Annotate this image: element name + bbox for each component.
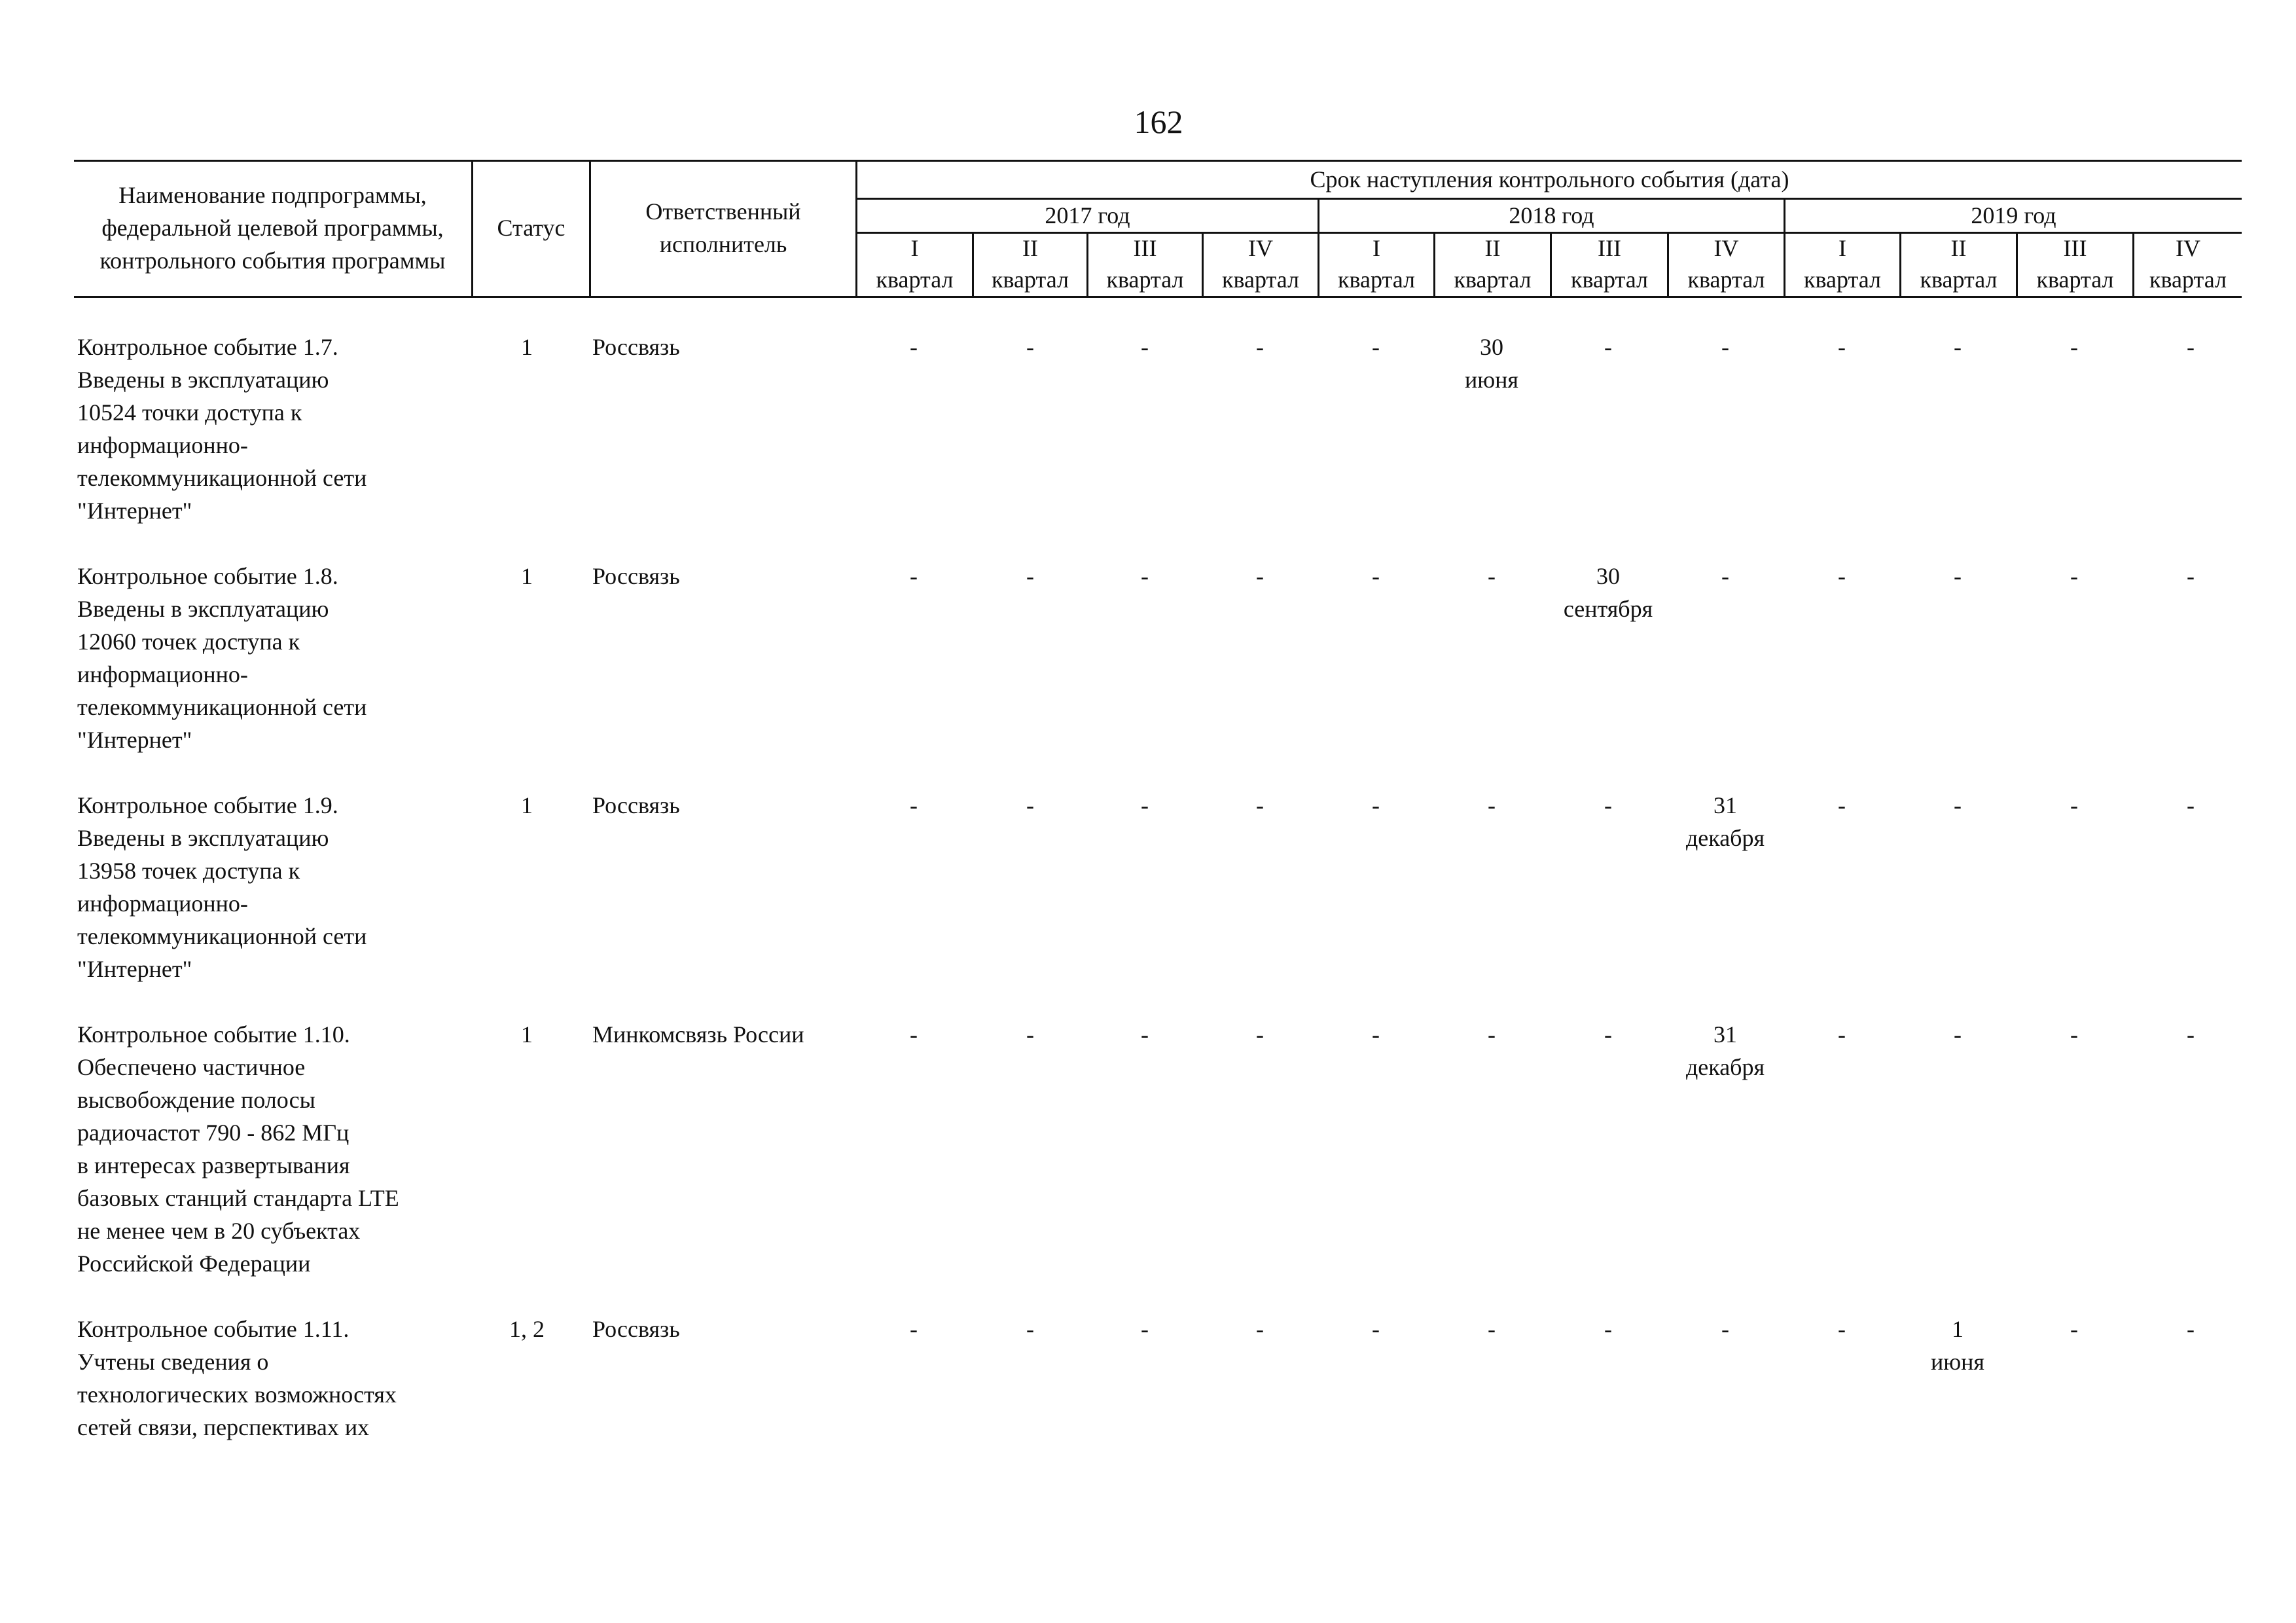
header-year-2018: 2018 год <box>1509 202 1594 228</box>
quarter-cell: - <box>1256 1021 1264 1048</box>
quarter-cell: - <box>1954 792 1962 818</box>
event-status: 1 <box>521 563 533 589</box>
header-status-col: Статус <box>497 215 565 241</box>
quarter-cell: 30 сентября <box>1563 563 1653 622</box>
event-status: 1 <box>521 792 533 818</box>
quarter-cell: - <box>1256 792 1264 818</box>
page-number: 162 <box>1134 103 1183 140</box>
quarter-number: I <box>910 235 919 261</box>
quarter-number: III <box>1598 235 1621 261</box>
quarter-label: квартал <box>1571 266 1648 293</box>
quarter-cell: - <box>2187 563 2195 589</box>
event-executor: Россвязь <box>592 1316 680 1342</box>
quarter-cell: - <box>1372 792 1380 818</box>
event-name: Контрольное событие 1.8. Введены в эксплуатацию 12060 точек доступа к информационно- телекоммуникационной сети "Интернет" <box>77 563 367 753</box>
quarter-cell: - <box>1838 1021 1846 1048</box>
quarter-cell: - <box>1026 334 1034 360</box>
header-name-col: Наименование подпрограммы, федеральной целевой программы, контрольного события программы <box>99 182 446 274</box>
quarter-cell: - <box>2070 334 2078 360</box>
quarter-number: I <box>1372 235 1380 261</box>
event-status: 1 <box>521 1021 533 1048</box>
quarter-cell: - <box>2070 563 2078 589</box>
quarter-label: квартал <box>1454 266 1532 293</box>
quarter-number: II <box>1950 235 1967 261</box>
quarter-label: квартал <box>1804 266 1881 293</box>
quarter-cell: - <box>1721 1316 1729 1342</box>
quarter-cell: - <box>1954 1021 1962 1048</box>
quarter-cell: - <box>1372 1021 1380 1048</box>
quarter-cell: - <box>1721 563 1729 589</box>
event-name: Контрольное событие 1.11. Учтены сведения о технологических возможностях сетей связи, перспективах их <box>77 1316 397 1440</box>
quarter-cell: - <box>1256 334 1264 360</box>
quarter-cell: - <box>1604 1021 1612 1048</box>
quarter-cell: - <box>1026 792 1034 818</box>
quarter-cell: 31 декабря <box>1685 1021 1765 1080</box>
quarter-number: III <box>1133 235 1157 261</box>
quarter-cell: - <box>2187 1021 2195 1048</box>
quarter-cell: - <box>1256 1316 1264 1342</box>
quarter-cell: - <box>1488 792 1496 818</box>
event-executor: Минкомсвязь России <box>592 1021 804 1048</box>
quarter-cell: - <box>910 1021 918 1048</box>
quarter-cell: - <box>2187 1316 2195 1342</box>
quarter-cell: - <box>1256 563 1264 589</box>
quarter-number: II <box>1484 235 1501 261</box>
quarter-cell: 30 июня <box>1465 334 1518 393</box>
quarter-label: квартал <box>2149 266 2227 293</box>
quarter-label: квартал <box>1687 266 1765 293</box>
header-year-2017: 2017 год <box>1045 202 1130 228</box>
quarter-cell: - <box>910 334 918 360</box>
quarter-cell: - <box>1838 792 1846 818</box>
quarter-number: II <box>1022 235 1038 261</box>
quarter-cell: - <box>1954 563 1962 589</box>
quarter-cell: - <box>2187 334 2195 360</box>
quarter-label: квартал <box>876 266 954 293</box>
quarter-cell: - <box>1026 1316 1034 1342</box>
quarter-cell: - <box>1141 1316 1149 1342</box>
quarter-cell: - <box>1604 334 1612 360</box>
quarter-number: IV <box>1248 235 1273 261</box>
quarter-cell: - <box>1372 1316 1380 1342</box>
quarter-cell: - <box>910 792 918 818</box>
quarter-cell: - <box>1604 1316 1612 1342</box>
quarter-cell: - <box>910 563 918 589</box>
quarter-cell: - <box>1488 1021 1496 1048</box>
quarter-cell: - <box>1141 1021 1149 1048</box>
quarter-label: квартал <box>1106 266 1184 293</box>
quarter-label: квартал <box>1222 266 1299 293</box>
quarter-cell: - <box>1372 563 1380 589</box>
quarter-cell: - <box>1488 1316 1496 1342</box>
quarter-label: квартал <box>1920 266 1998 293</box>
quarter-cell: 1 июня <box>1931 1316 1984 1375</box>
event-executor: Россвязь <box>592 334 680 360</box>
quarter-cell: - <box>1141 792 1149 818</box>
event-status: 1, 2 <box>509 1316 545 1342</box>
quarter-cell: - <box>1141 334 1149 360</box>
quarter-cell: - <box>1838 563 1846 589</box>
quarter-cell: - <box>1838 334 1846 360</box>
header-term-col: Срок наступления контрольного события (дата) <box>1310 166 1789 192</box>
event-status: 1 <box>521 334 533 360</box>
quarter-label: квартал <box>2036 266 2114 293</box>
quarter-cell: - <box>1372 334 1380 360</box>
quarter-number: I <box>1839 235 1846 261</box>
event-name: Контрольное событие 1.7. Введены в эксплуатацию 10524 точки доступа к информационно- телекоммуникационной сети "Интернет" <box>77 334 367 524</box>
quarter-cell: - <box>2070 1021 2078 1048</box>
quarter-cell: - <box>2070 1316 2078 1342</box>
quarter-cell: - <box>1838 1316 1846 1342</box>
quarter-cell: - <box>1488 563 1496 589</box>
header-executor-col: Ответственный исполнитель <box>645 198 801 257</box>
quarter-number: IV <box>2176 235 2200 261</box>
quarter-label: квартал <box>992 266 1069 293</box>
event-name: Контрольное событие 1.10. Обеспечено частичное высвобождение полосы радиочастот 790 - 862 МГц в интересах развертывания базовых станций стандарта LTE не менее чем в 20 субъектах Российской Федерации <box>77 1021 399 1277</box>
quarter-cell: - <box>1141 563 1149 589</box>
quarter-cell: - <box>2070 792 2078 818</box>
event-executor: Россвязь <box>592 792 680 818</box>
quarter-cell: - <box>1026 1021 1034 1048</box>
quarter-cell: - <box>1604 792 1612 818</box>
quarter-cell: - <box>1026 563 1034 589</box>
event-name: Контрольное событие 1.9. Введены в эксплуатацию 13958 точек доступа к информационно- телекоммуникационной сети "Интернет" <box>77 792 367 982</box>
event-executor: Россвязь <box>592 563 680 589</box>
quarter-label: квартал <box>1338 266 1415 293</box>
quarter-cell: - <box>1721 334 1729 360</box>
quarter-cell: 31 декабря <box>1685 792 1765 851</box>
header-year-2019: 2019 год <box>1971 202 2056 228</box>
quarter-number: IV <box>1713 235 1739 261</box>
quarter-cell: - <box>910 1316 918 1342</box>
quarter-cell: - <box>1954 334 1962 360</box>
quarter-number: III <box>2063 235 2087 261</box>
quarter-cell: - <box>2187 792 2195 818</box>
